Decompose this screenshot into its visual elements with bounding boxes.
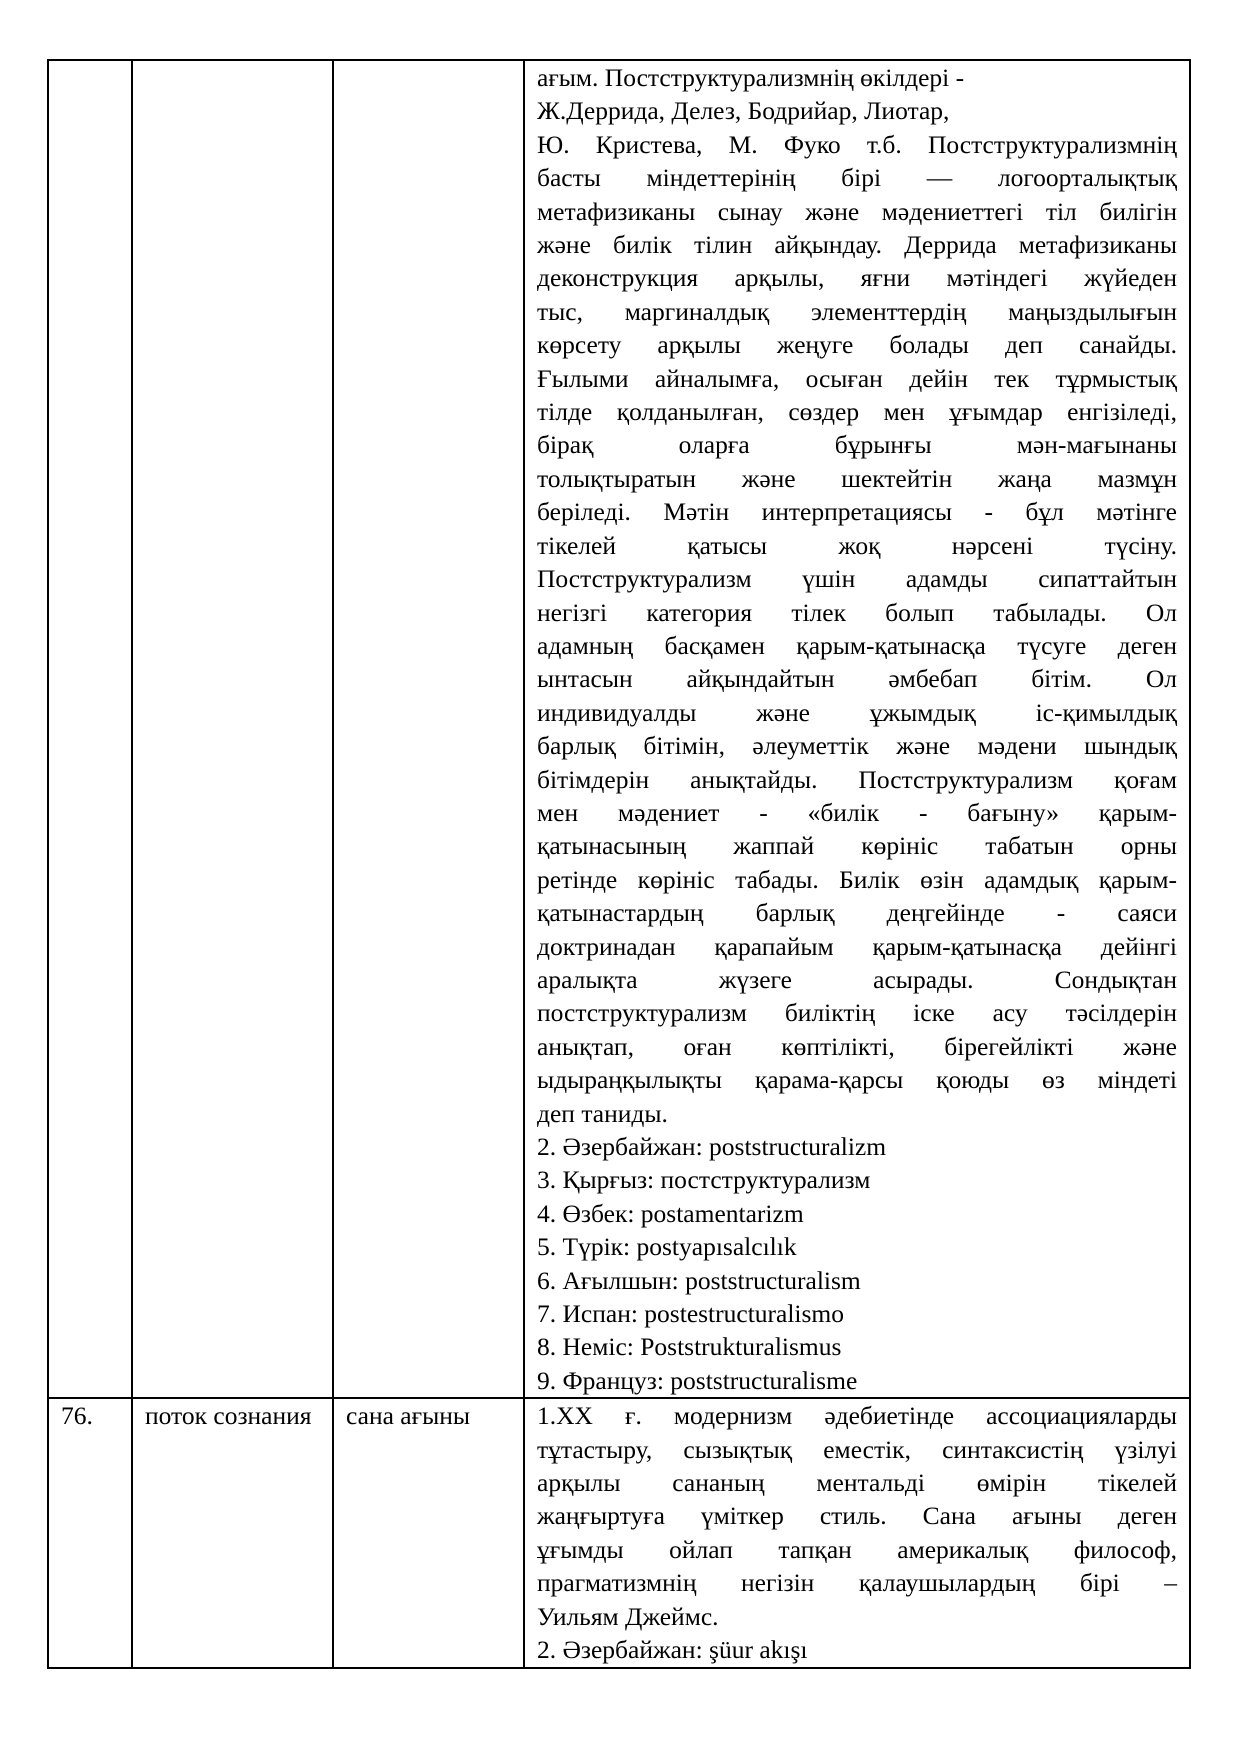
definition-line: басты міндеттерінің бірі — логоорталықтық <box>537 163 1177 193</box>
definition-line: 7. Испан: postestructuralismo <box>537 1299 845 1329</box>
definition-line: қатынасының жаппай көрініс табатын орны <box>537 831 1177 861</box>
entry-number-cell <box>48 1398 132 1667</box>
entry-number: 76. <box>61 1401 93 1431</box>
definition-line: 5. Түрік: postyapısalcılık <box>537 1232 797 1262</box>
definition-line: постструктурализм биліктің іске асу тәсілдерін <box>537 998 1177 1028</box>
definition-line: 8. Неміс: Poststrukturalismus <box>537 1332 842 1362</box>
entry-number-cell <box>48 60 132 1398</box>
definition-line: барлық бітімін, әлеуметтік және мәдени шындық <box>537 731 1177 761</box>
kazakh-term-cell <box>333 60 524 1398</box>
definition-line: және билік тілин айқындау. Деррида метафизиканы <box>537 230 1177 260</box>
definition-line: ыдыраңқылықты қарама-қарсы қоюды өз міндеті <box>537 1065 1177 1095</box>
definition-cell <box>524 60 1190 1398</box>
definition-line: индивидуалды және ұжымдық іс-қимылдық <box>537 697 1177 727</box>
definition-line: метафизиканы сынау және мәдениеттегі тіл билігін <box>537 196 1177 226</box>
definition-line: тыс, маргиналдық элементтердің маңыздылығын <box>537 296 1177 326</box>
russian-term-cell <box>132 60 333 1398</box>
definition-cell <box>524 1398 1190 1667</box>
definition-line: Ж.Деррида, Делез, Бодрийар, Лиотар, <box>537 96 950 126</box>
definition-line: анықтап, оған көптілікті, бірегейлікті және <box>537 1031 1177 1061</box>
definition-line: прагматизмнің негізін қалаушылардың бірі – <box>537 1568 1177 1598</box>
definition-line: адамның басқамен қарым-қатынасқа түсуге деген <box>537 630 1177 660</box>
definition-line: мен мәдениет - «билік - бағыну» қарым- <box>537 797 1177 827</box>
glossary-body <box>48 60 1190 1668</box>
definition-line: толықтыратын және шектейтін жаңа мазмұн <box>537 463 1177 493</box>
definition-line: доктринадан қарапайым қарым-қатынасқа дейінгі <box>537 931 1177 961</box>
definition-line: ұғымды ойлап тапқан америкалық философ, <box>537 1534 1177 1564</box>
table-row <box>48 60 1190 1398</box>
russian-term: поток сознания <box>145 1401 312 1431</box>
definition-line: көрсету арқылы жеңуге болады деп санайды. <box>537 330 1177 360</box>
definition-line: 2. Әзербайжан: şüur akışı <box>537 1635 808 1665</box>
russian-term-cell <box>132 1398 333 1667</box>
table-row <box>48 1398 1190 1667</box>
definition-line: Постструктурализм үшін адамды сипаттайтын <box>537 564 1177 594</box>
definition-line: ретінде көрініс табады. Билік өзін адамдық қарым- <box>537 864 1177 894</box>
definition-line: 3. Қырғыз: постструктурализм <box>537 1165 871 1195</box>
definition-line: 2. Әзербайжан: poststructuralizm <box>537 1132 887 1161</box>
definition-line: бірақ оларға бұрынғы мән-мағынаны <box>537 430 1177 460</box>
definition-line: жаңғыртуға үміткер стиль. Сана ағыны деген <box>537 1501 1177 1531</box>
definition-line: деп таниды. <box>537 1098 668 1128</box>
definition-line: Ғылыми айналымға, осыған дейін тек тұрмыстық <box>537 363 1177 393</box>
definition-line: 6. Ағылшын: poststructuralism <box>537 1265 861 1295</box>
glossary-table <box>47 59 1191 1669</box>
definition-line: 9. Француз: poststructuralisme <box>537 1365 858 1395</box>
definition-line: негізгі категория тілек болып табылады. Ол <box>537 597 1177 627</box>
definition-line: аралықта жүзеге асырады. Сондықтан <box>537 964 1177 994</box>
kazakh-term: сана ағыны <box>346 1401 470 1431</box>
definition-line: 4. Өзбек: postamentarizm <box>537 1198 804 1228</box>
definition-line: ынтасын айқындайтын әмбебап бітім. Ол <box>537 664 1177 694</box>
definition-line: ағым. Постструктурализмнің өкілдері - <box>537 63 965 92</box>
definition-line: Уильям Джеймс. <box>537 1601 719 1631</box>
definition-line: Ю. Кристева, М. Фуко т.б. Постструктурализмнің <box>537 129 1177 159</box>
definition-line: арқылы сананың ментальді өмірін тікелей <box>537 1468 1177 1498</box>
definition-line: бітімдерін анықтайды. Постструктурализм қоғам <box>537 764 1177 794</box>
definition-line: деконструкция арқылы, яғни мәтіндегі жүйеден <box>537 263 1177 293</box>
definition-line: тілде қолданылған, сөздер мен ұғымдар енгізіледі, <box>537 397 1177 427</box>
definition-line: беріледі. Мәтін интерпретациясы - бұл мәтінге <box>537 497 1177 527</box>
definition-line: тұтастыру, сызықтық еместік, синтаксистің үзілуі <box>537 1434 1177 1464</box>
kazakh-term-cell <box>333 1398 524 1667</box>
definition-line: тікелей қатысы жоқ нәрсені түсіну. <box>537 530 1177 560</box>
definition-line: қатынастардың барлық деңгейінде - саяси <box>537 898 1177 928</box>
definition-line: 1.XX ғ. модернизм әдебиетінде ассоциацияларды <box>537 1401 1177 1431</box>
